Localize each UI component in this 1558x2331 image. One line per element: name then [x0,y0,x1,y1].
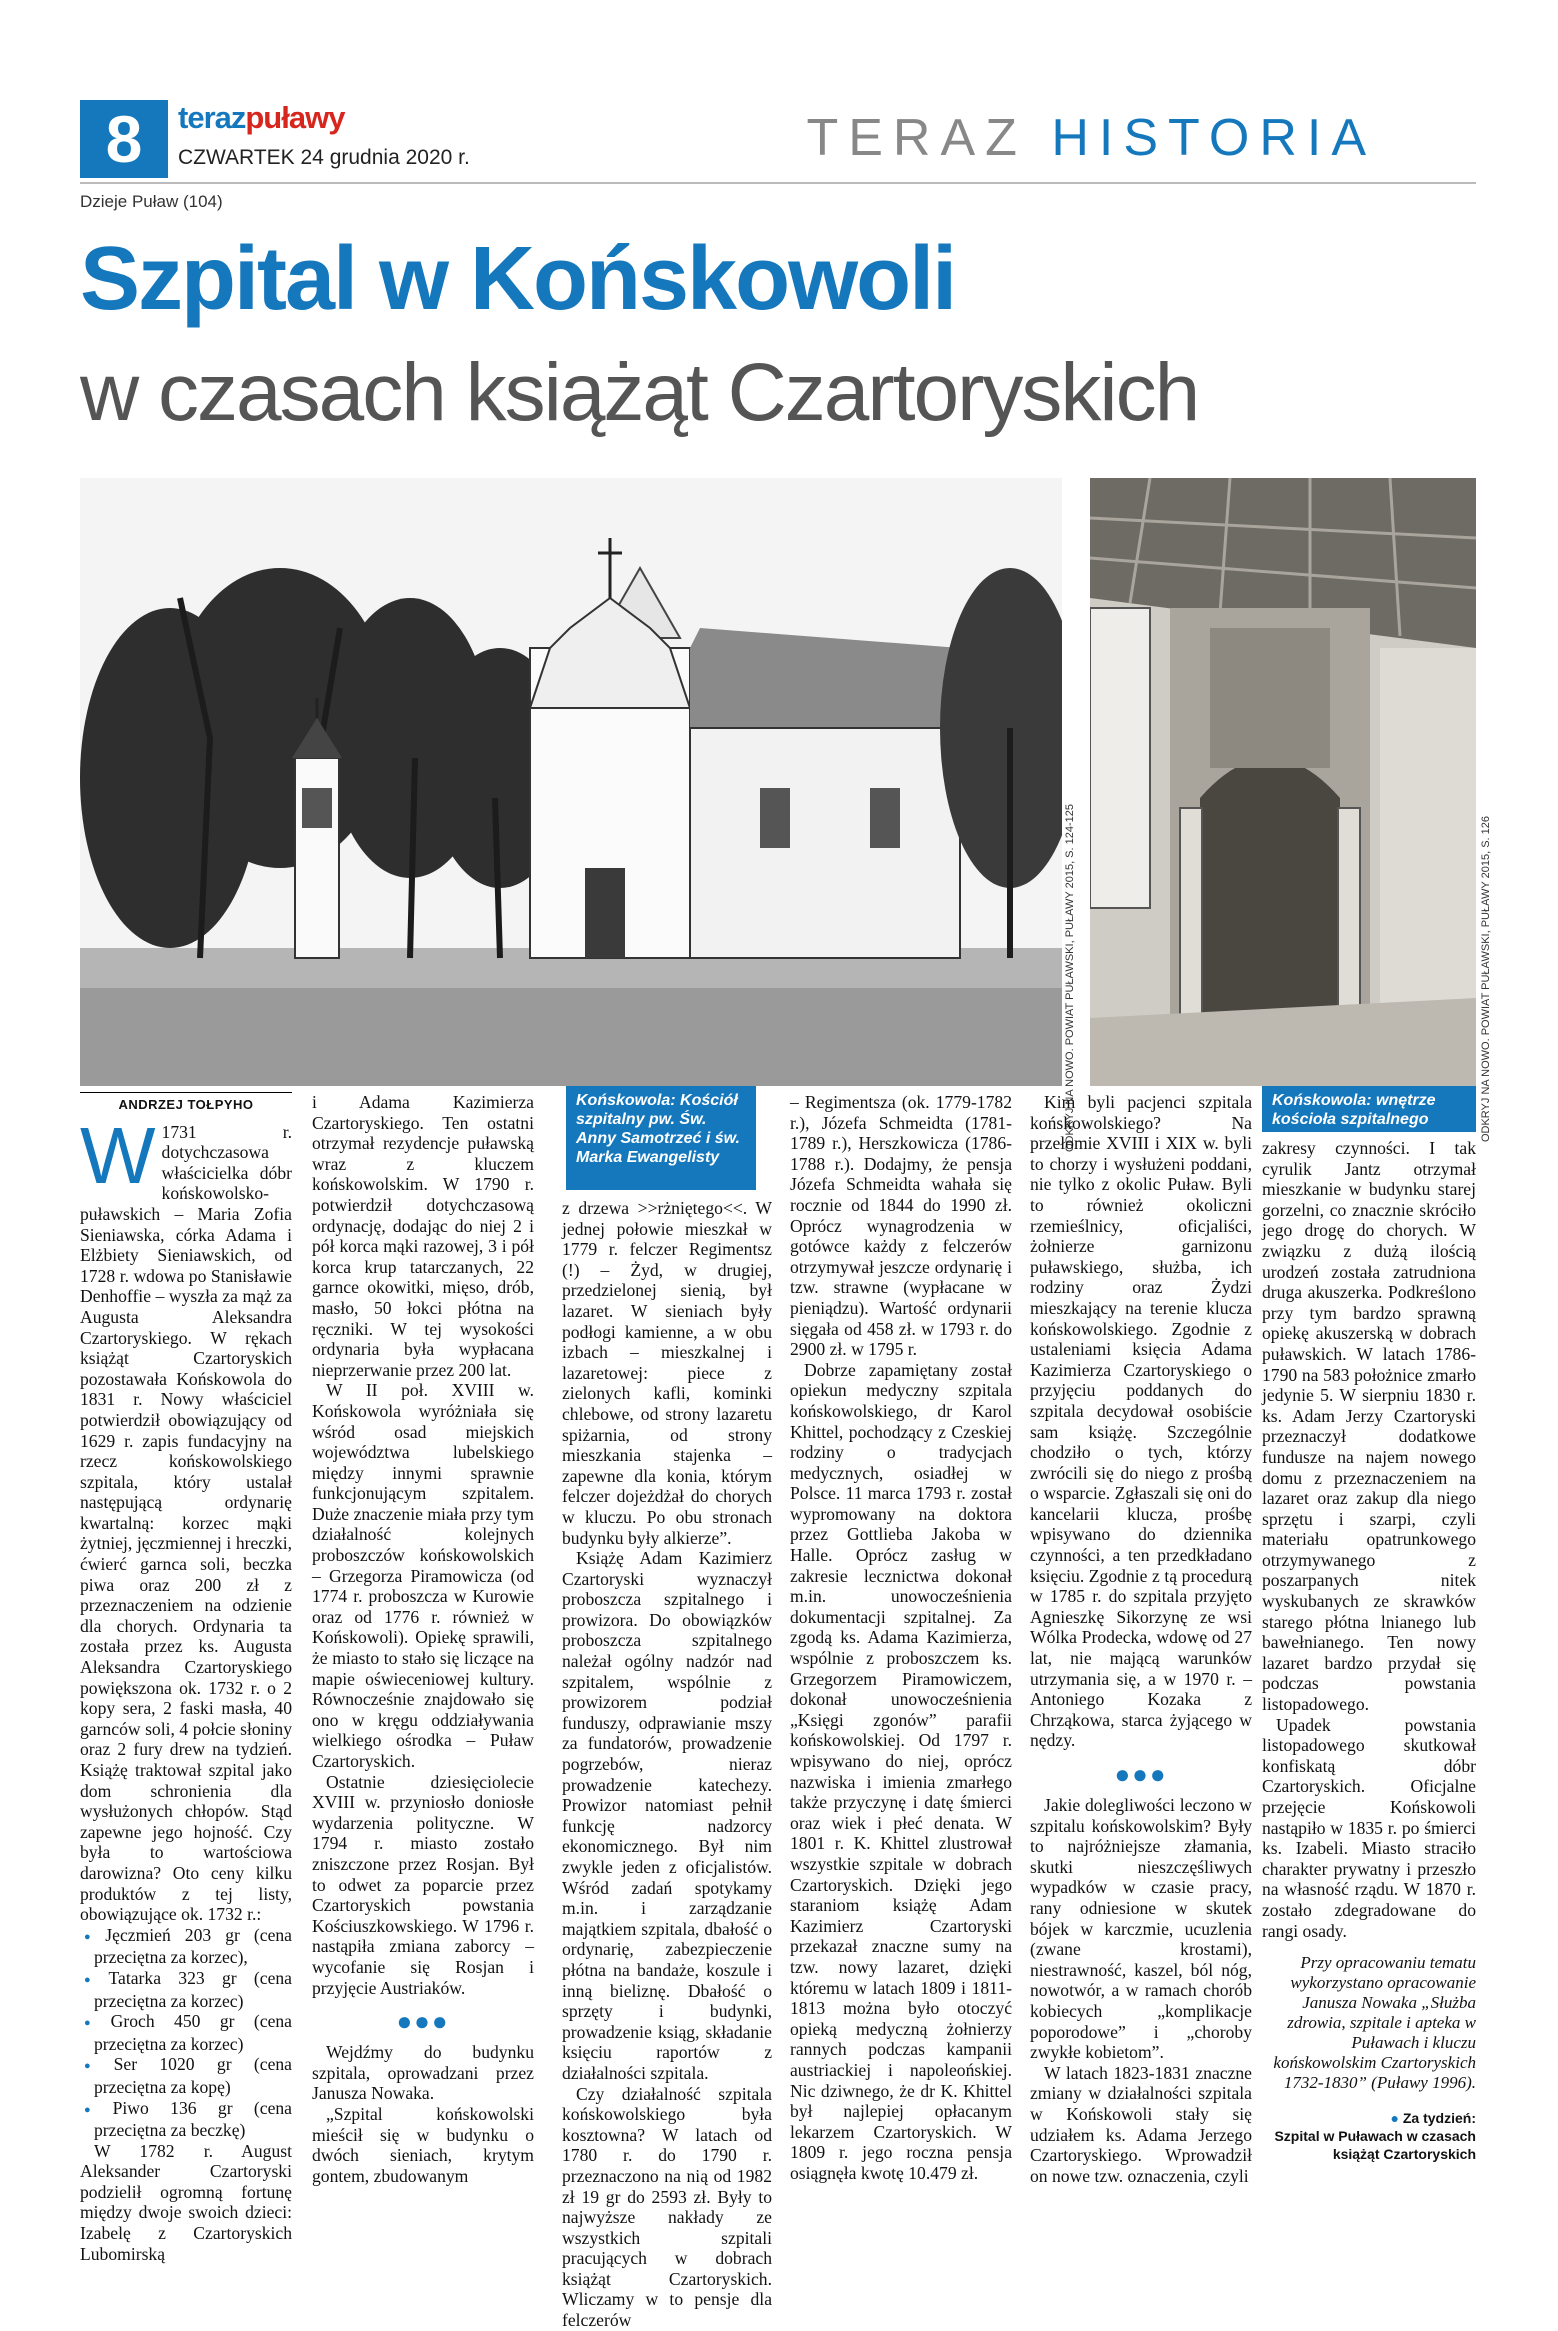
brand-logo [178,100,344,136]
paragraph: Dobrze zapamiętany został opiekun medyczny szpitala końskowolskiego, dr Karol Khittel, pochodzący z Czeskiej rodziny o tradycjach medycznych, osiadłej w Polsce. 11 marca 1793 r. został wypromowany na doktora przez Gottlieba Jakoba w Halle. Oprócz zasług w zakresie lecznictwa dokonał m.in. unowocześnienia dokumentacji szpitalnej. Za zgodą ks. Adama Kazimierza, wspólnie z proboszczem ks. Grzegorzem Piramowiczem, dokonał unowocześnienia „Księgi zgonów” parafii końskowolskiej. Od 1797 r. wpisywano do niej, oprócz nazwiska i imienia zmarłego także przyczynę i datę śmierci oraz wiek i płeć denata. W 1801 r. K. Khittel zlustrował wszystkie szpitale w dobrach Czartoryskich. Dzięki jego staraniom książę Adam Kazimierz Czartoryski przekazał znaczne sumy na tzw. nowy lazaret, dzięki któremu w latach 1809 i 1811-1813 można było otoczyć opieką medyczną żołnierzy rannych podczas kampanii austriackiej i napoleońskiej. Nic dziwnego, że dr K. Khittel był najlepiej opłacanym lekarzem Czartoryskich. W 1809 r. jego roczna pensja osiągnęła kwotę 10.479 zł. [790,1359,1012,2183]
page-number: 8 [80,100,168,178]
photo-credit-2: ODKRYJ NA NOWO. POWIAT PUŁAWSKI, PUŁAWY 2015, S. 126 [1480,816,1492,1143]
headline-line1: Szpital w Końskowoli [80,229,956,329]
paragraph: Wejdźmy do budynku szpitala, oprowadzani przez Janusza Nowaka. [312,2042,534,2104]
text-column-5 [1030,1092,1252,2186]
text-column-3 [562,1198,772,2331]
text-column-1 [80,1092,292,2264]
price-list-item: ● Tatarka 323 gr (cena przeciętna za korzec) [80,1968,292,2011]
lead-text: 1731 r. dotychczasowa właścicielka dóbr końskowolsko- puławskich – Maria Zofia Sieniawska, córka Adama i Elżbiety Sieniawskich, od 1728 r. wdowa po Stanisławie Denhoffie – wyszła za mąż za Augusta Aleksandra Czartoryskiego. W rękach książąt Czartoryskich pozostawała Końskowola do 1831 r. Nowy właściciel potwierdził obowiązujący od 1629 r. zapis fundacyjny na rzecz końskowolskiego szpitala, który ustalał następującą ordynarię kwartalną: korzec mąki żytniej, jęczmiennej i hreczki, ćwierć garnca soli, beczka piwa oraz 200 zł z przeznaczeniem na odzienie dla chorych. Ordynaria ta została przez ks. Augusta Aleksandra Czartoryskiego powiększona ok. 1732 r. o 2 kopy sera, 2 faski masła, 40 garnców soli, 4 połcie słoniny oraz 2 fury drew na tydzień. Książę traktował szpital jako dom schronienia dla wysłużonych chłopów. Stąd zapewne jego hojność. Czy była to wartościowa darowizna? Oto ceny kilku produktów z tej listy, obowiązujące ok. 1732 r.: [80,1121,292,1925]
photo-caption-1: Końskowola: Kościół szpitalny pw. Św. Anny Samotrzeć i św. Marka Ewangelisty [566,1086,756,1190]
paragraph: Książę Adam Kazimierz Czartoryski wyznaczył proboszcza szpitalnego i prowizora. Do obowiązków proboszcza szpitalnego należał ogólny nadzór nad szpitalem, wspólnie z prowizorem podział funduszy, odprawianie mszy za fundatorów, prowadzenie pogrzebów, nieraz prowadzenie katechezy. Prowizor natomiast pełnił funkcję nadzorcy ekonomicznego. Był nim zwykle jeden z oficjalistów. Wśród zadań spotykamy m.in. i zarządzanie majątkiem szpitala, dbałość o ordynarię, zabezpieczenie płótna na bandaże, koszule i inną bieliznę. Dbałość o sprzęty i budynki, prowadzenie ksiąg, składanie księciu raportów z działalności szpitala. [562,1548,772,2083]
source-note: Przy opracowaniu tematu wykorzystano opracowanie Janusza Nowaka „Służba zdrowia, szpitale i apteka w Puławach i kluczu końskowolskim Czartoryskich 1732-1830” (Puławy 1996). [1273,1953,1476,2093]
text-column-4 [790,1092,1012,2183]
price-list-item: ● Jęczmień 203 gr (cena przeciętna za korzec), [80,1925,292,1968]
church-exterior-illustration [80,478,1062,1086]
paragraph: z drzewa >>rżniętego<<. W jednej połowie mieszkał w 1779 r. felczer Regimentsz (!) – Żyd, w drugiej, przedzielonej sienią, był lazaret. W sieniach były podłogi kamienne, a w obu izbach – mieszkalnej i lazaretowej: piece z zielonych kafli, kominki chlebowe, od strony lazaretu spiżarnia, od strony mieszkania stajenka – zapewne dla konia, którym felczer dojeżdżał do chorych w kluczu. Po obu stronach budynku były alkierze”. [562,1198,772,1548]
paragraph: Jakie dolegliwości leczono w szpitalu końskowolskim? Były to najróżniejsze złamania, skutki nieszczęśliwych wypadków w czasie pracy, rany odniesione w skutek bójek w karczmie, ucuzlenia (zwane krostami), niestrawność, kaszel, ból nóg, nowotwór, a w ramach chorób kobiecych „komplikacje poporodowe” i „choroby zwykłe kobietom”. [1030,1795,1252,2063]
bullet-icon: ● [1390,2110,1399,2127]
issue-date: CZWARTEK 24 grudnia 2020 r. [178,146,470,169]
paragraph: – Regimentsza (ok. 1779-1782 r.), Józefa Schmeidta (1781-1789 r.), Herszkowicza (1786-1788 r.). Dodajmy, że pensja Józefa Schmeidta wahała się rocznie od 1844 do 1990 zł. Oprócz wynagrodzenia w gotówce każdy z felczerów otrzymywał jeszcze ordynarię i tzw. strawne (wypłacane w pieniądzu). Wartość ordynarii sięgała od 458 zł. w 1793 r. do 2900 zł. w 1795 r. [790,1092,1012,1360]
paragraph: zakresy czynności. I tak cyrulik Jantz otrzymał mieszkanie w budynku starej gorzelni, co znacznie skróciło jego drogę do chorych. W związku z dużą ilością urodzeń została zatrudniona druga akuszerka. Podkreślono przy tym bardzo sprawną opiekę akuszerską w dobrach puławskich. W latach 1786-1790 na 583 położnice zmarło jedynie 5. W sierpniu 1830 r. ks. Adam Jerzy Czartoryski przeznaczył dodatkowe fundusze na najem nowego domu z przeznaczeniem na lazaret oraz zakup dla niego sprzętu i szarpi, czyli materiału opatrunkowego otrzymywanego z poszarpanych nitek wyskubanych ze skrawków starego płótna lnianego lub bawełnianego. Ten nowy lazaret bardzo przydał się podczas powstania listopadowego. [1262,1138,1476,1715]
next-week-title-1: Szpital w Puławach w czasach [1274,2128,1476,2145]
church-interior-photo [1090,478,1476,1086]
author-byline: ANDRZEJ TOŁPYHO [80,1092,292,1116]
section-separator: ●●● [396,2006,450,2037]
church-exterior-photo [80,478,1062,1086]
headline-line2: w czasach książąt Czartoryskich [80,347,1199,438]
paragraph: W II poł. XVIII w. Końskowola wyróżniała się wśród osad miejskich województwa lubelskiego między innymi sprawnie funkcjonującym szpitalem. Duże znaczenie miała przy tym działalność kolejnych proboszczów końskowolskich – Grzegorza Piramowicza (od 1774 r. proboszcza w Kurowie oraz od 1776 r. również w Końskowoli). Opiekę sprawili, że miasto to stało się liczące na mapie oświeceniowej kultury. Równocześnie znajdowało się ono w kręgu oddziaływania wielkiego ośrodka – Puław Czartoryskich. [312,1380,534,1771]
brand-teraz: teraz [178,100,246,135]
paragraph: Kim byli pacjenci szpitala końskowolskiego? Na przełomie XVIII i XIX w. byli to chorzy i wysłużeni poddani, nie tylko z okolic Puław. Byli to również okoliczni rzemieślnicy, oficjaliści, żołnierze garnizonu puławskiego, służba, ich rodziny oraz Żydzi mieszkający na terenie klucza końskowolskiego. Zgodnie z ustaleniami księcia Adama Kazimierza Czartoryskiego o przyjęciu poddanych do szpitala decydował osobiście sam książę. Szczególnie chodziło o tych, którzy zwrócili się do niego z prośbą o wsparcie. Zgłaszali się oni do kancelarii klucza, prośbę wpisywano do dziennika czynności, a ten przedkładano księciu. Zgodnie z tą procedurą w 1785 r. do szpitala przyjęto Agnieszkę Sikorzynę ze wsi Wólka Prodecka, wdowę od 27 lat, nie mającą warunków utrzymania się, a w 1970 r. – Antoniego Kozaka z Chrząkowa, starca żyjącego w nędzy. [1030,1092,1252,1751]
price-list-item: ● Piwo 136 gr (cena przeciętna za beczkę) [80,2098,292,2141]
series-label: Dzieje Puław (104) [80,192,223,211]
header-rule [80,182,1476,184]
brand-pulawy: puławy [245,100,345,135]
text-column-6 [1262,1138,1476,2163]
section-word-teraz: TERAZ [806,109,1027,167]
next-week-label: Za tydzień: [1402,2110,1476,2127]
drop-cap: W [80,1110,156,1200]
next-week-title-2: książąt Czartoryskich [1332,2146,1476,2163]
photo-caption-2: Końskowola: wnętrze kościoła szpitalnego [1262,1086,1476,1132]
section-title [806,108,1376,168]
paragraph: W 1782 r. August Aleksander Czartoryski podzielił ogromną fortunę między dwoje swoich dzieci: Izabelę z Czartoryskich Lubomirską [80,2140,292,2264]
paragraph: i Adama Kazimierza Czartoryskiego. Ten ostatni otrzymał rezydencje puławską wraz z kluczem końskowolskim. W 1790 r. potwierdził dotychczasową ordynację, dodając do niej 2 i pół korca mąki razowej, 3 i pół korca krup tatarczanych, 22 garnce okowitki, mięso, drób, masło, 50 łokci płótna na ręczniki. W tej wysokości ordynaria była wypłacana nieprzerwanie przez 200 lat. [312,1092,534,1380]
paragraph: Upadek powstania listopadowego skutkował konfiskatą dóbr Czartoryskich. Oficjalne przejęcie Końskowoli nastąpiło w 1835 r. po śmierci ks. Izabeli. Miasto straciło charakter prywatny i przeszło na własność rządu. W 1870 r. zostało zdegradowane do rangi osady. [1262,1714,1476,1941]
section-word-historia: HISTORIA [1051,109,1376,167]
price-list-item: ● Ser 1020 gr (cena przeciętna za kopę) [80,2054,292,2097]
photo-credit-1: ODKRYJ NA NOWO. POWIAT PUŁAWSKI, PUŁAWY 2015, S. 124-125 [1064,804,1076,1153]
paragraph: Czy działalność szpitala końskowolskiego była kosztowna? W latach od 1780 r. do 1790 r. przeznaczono na nią od 1982 zł 19 gr do 2593 zł. Były to najwyższe nakłady ze wszystkich szpitali pracujących w dobrach książąt Czartoryskich. Wliczamy w to pensje dla felczerów [562,2083,772,2331]
lead-paragraph [80,1110,292,1925]
text-column-2 [312,1092,534,2186]
paragraph: „Szpital końskowolski mieścił się w budynku o dwóch sieniach, krytym gontem, zbudowanym [312,2103,534,2186]
paragraph: Ostatnie dziesięciolecie XVIII w. przyniosło doniosłe wydarzenia polityczne. W 1794 r. miasto zostało zniszczone przez Rosjan. Był to odwet za poparcie przez Czartoryskich powstania Kościuszkowskiego. W 1796 r. nastąpiła zmiana zaborcy – wycofanie się Rosjan i przyjęcie Austriaków. [312,1771,534,1998]
church-interior-illustration [1090,478,1476,1086]
next-week-teaser [1262,2109,1476,2163]
price-list [80,1925,292,2141]
price-list-item: ● Groch 450 gr (cena przeciętna za korzec) [80,2011,292,2054]
paragraph: W latach 1823-1831 znaczne zmiany w działalności szpitala w Końskowoli stały się udziałem ks. Adama Jerzego Czartoryskiego. Wprowadził on nowe tzw. oznaczenia, czyli [1030,2062,1252,2186]
section-separator: ●●● [1114,1759,1168,1789]
